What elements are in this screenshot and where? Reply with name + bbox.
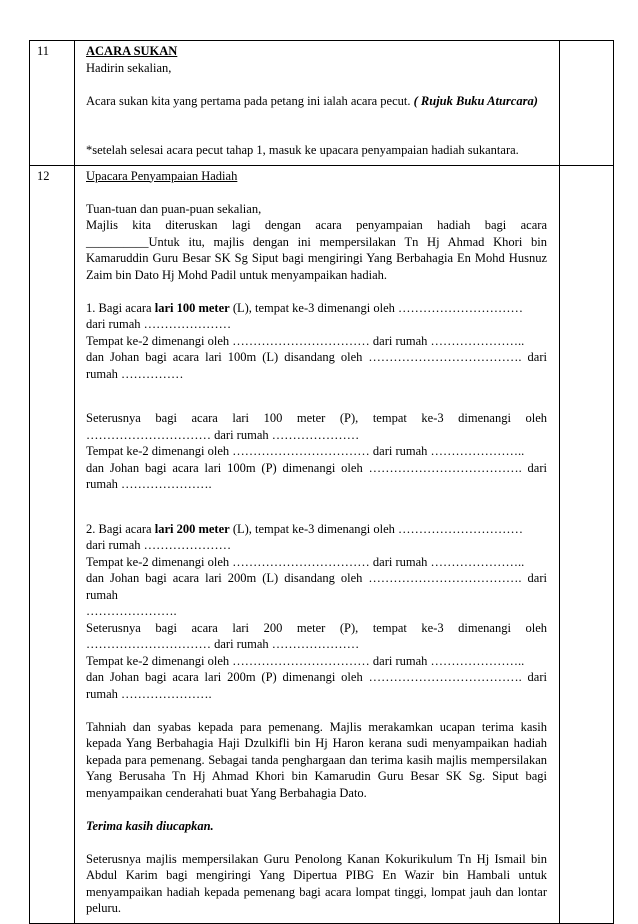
closing-paragraph: Seterusnya majlis mempersilakan Guru Penolong Kanan Kokurikulum Tn Hj Ismail bin Abdul Karim bagi mengiringi Yang Dipertua PIBG En Wazir bin Hambali untuk menyampaikan hadiah kepada pemenang bagi acara lompat tinggi, lompat jauh dan lontar peluru.	[86, 851, 547, 915]
table-row	[30, 41, 614, 166]
remarks-cell	[560, 165, 614, 923]
event-name: lari 200 meter	[154, 521, 230, 536]
greeting: Hadirin sekalian,	[86, 60, 172, 75]
event-line: dan Johan bagi acara lari 200m (P) dimenangi oleh ………………………………. dari rumah ………………….	[86, 670, 547, 701]
row-number: 12	[30, 165, 75, 923]
event-third-place: (L), tempat ke-3 dimenangi oleh …………………………	[232, 300, 524, 315]
event-prefix: 1. Bagi acara	[86, 300, 152, 315]
event-name: lari 100 meter	[154, 300, 230, 315]
announcement-text: Acara sukan kita yang pertama pada petang ini ialah acara pecut.	[86, 93, 411, 108]
remarks-cell	[560, 41, 614, 166]
event-line: dan Johan bagi acara lari 100m (L) disandang oleh ………………………………. dari rumah ……………	[86, 350, 547, 381]
event-line: ………………………… dari rumah …………………	[86, 637, 360, 651]
table-row	[30, 165, 614, 923]
event-line: ………………….	[86, 604, 177, 618]
thanks-line: Terima kasih diucapkan.	[86, 818, 214, 833]
event-line: Tempat ke-2 dimenangi oleh …………………………… dari rumah …………………..	[86, 333, 525, 348]
event-line: dan Johan bagi acara lari 200m (L) disandang oleh ………………………………. dari rumah	[86, 571, 547, 602]
event-third-place: (L), tempat ke-3 dimenangi oleh …………………………	[232, 521, 524, 536]
row-content	[75, 165, 560, 923]
row-content	[75, 41, 560, 166]
section-title: ACARA SUKAN	[86, 44, 178, 58]
reference-note: ( Rujuk Buku Aturcara)	[413, 93, 538, 108]
event-100m-l	[86, 300, 547, 317]
event-200m-l	[86, 521, 547, 538]
event-prefix: 2. Bagi acara	[86, 521, 152, 536]
intro-rest: __________Untuk itu, majlis dengan ini mempersilakan Tn Hj Ahmad Khori bin Kamaruddin Guru Besar SK Sg Siput bagi mengiringi Yang Berbahagia En Mohd Husnuz Zaim bin Dato Hj Mohd Padil untuk menyampaikan hadiah.	[86, 234, 547, 282]
greeting: Tuan-tuan dan puan-puan sekalian,	[86, 201, 262, 216]
intro-line: Majlis kita diteruskan lagi dengan acara penyampaian hadiah bagi acara	[86, 218, 547, 232]
event-line: Tempat ke-2 dimenangi oleh …………………………… dari rumah …………………..	[86, 653, 525, 668]
event-200m-p: Seterusnya bagi acara lari 200 meter (P), tempat ke-3 dimenangi oleh	[86, 620, 547, 635]
event-line: ………………………… dari rumah …………………	[86, 427, 360, 442]
event-line: dari rumah …………………	[86, 317, 232, 331]
congratulations-paragraph: Tahniah dan syabas kepada para pemenang. Majlis merakamkan ucapan terima kasih kepada Yang Berbahagia Haji Dzulkifli bin Hj Haron kerana sudi menyampaikan hadiah kepada para pemenang. Sebagai tanda penghargaan dan terima kasih majlis mempersilakan Yang Berusaha Tn Hj Ahmad Khori bin Kamarudin Guru Besar SK Sg. Siput bagi menyampaikan cenderahati buat Yang Berbahagia Dato.	[86, 719, 547, 800]
event-line: Tempat ke-2 dimenangi oleh …………………………… dari rumah …………………..	[86, 554, 525, 569]
section-title: Upacara Penyampaian Hadiah	[86, 168, 238, 183]
row-number: 11	[30, 41, 75, 166]
event-line: dan Johan bagi acara lari 100m (P) dimenangi oleh ………………………………. dari rumah ………………….	[86, 460, 547, 491]
event-line: dari rumah …………………	[86, 538, 232, 552]
instruction-note: *setelah selesai acara pecut tahap 1, masuk ke upacara penyampaian hadiah sukantara.	[86, 143, 519, 157]
event-line: Tempat ke-2 dimenangi oleh …………………………… dari rumah …………………..	[86, 444, 525, 458]
script-table	[29, 40, 614, 924]
announcement	[86, 93, 547, 110]
event-100m-p: Seterusnya bagi acara lari 100 meter (P), tempat ke-3 dimenangi oleh	[86, 411, 547, 425]
